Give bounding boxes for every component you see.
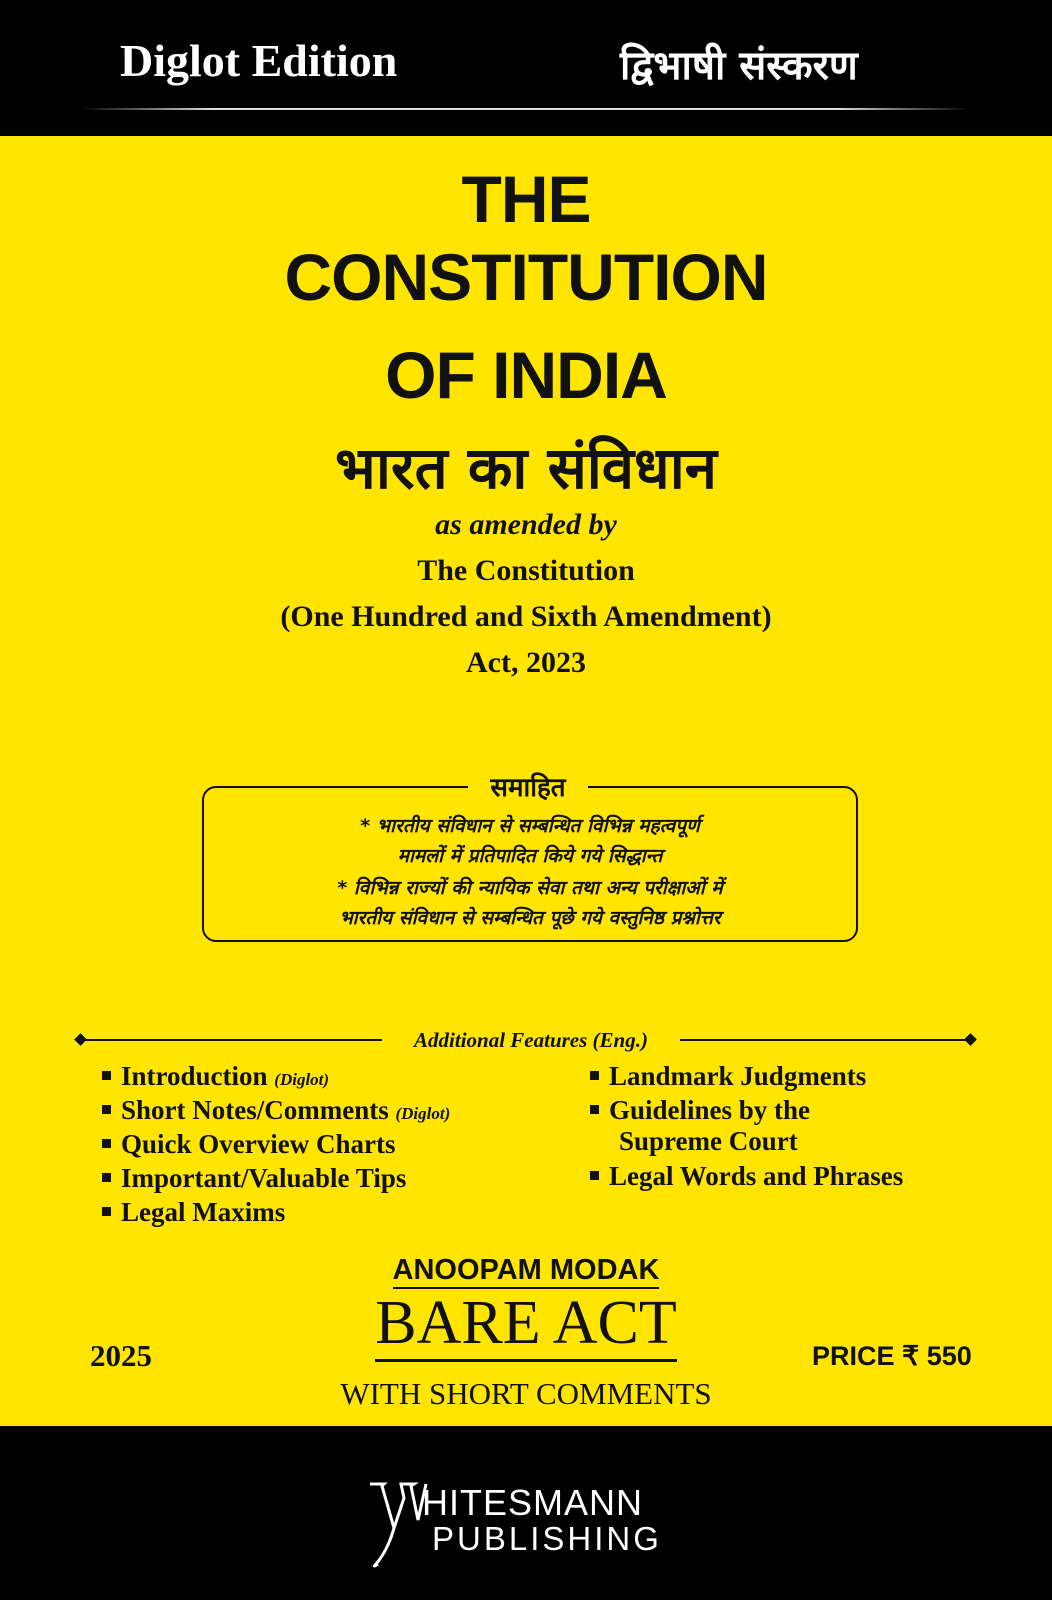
publisher-banner — [0, 1426, 1052, 1600]
features-rule-left — [82, 1039, 382, 1041]
title-line-2: CONSTITUTION — [284, 240, 768, 314]
contents-box-title: समाहित — [468, 768, 588, 808]
features-rule-right — [680, 1039, 970, 1041]
publisher-subname: PUBLISHING — [432, 1520, 662, 1557]
bare-act-heading: BARE ACT — [0, 1292, 1052, 1354]
banner-rule — [80, 108, 970, 110]
bullet-icon — [102, 1139, 111, 1148]
bullet-icon — [590, 1105, 599, 1114]
feature-item: Guidelines by the — [590, 1096, 810, 1126]
feature-item: Important/Valuable Tips — [102, 1164, 406, 1194]
w-monogram-icon — [368, 1480, 428, 1570]
features-title: Additional Features (Eng.) — [414, 1028, 648, 1052]
edition-english: Diglot Edition — [120, 35, 398, 86]
feature-item: Legal Words and Phrases — [590, 1162, 903, 1192]
contents-box-line: मामलों में प्रतिपादित किये गये सिद्धान्त — [397, 845, 663, 867]
amendment-line-1: as amended by — [435, 508, 617, 541]
amendment-line-4: Act, 2023 — [466, 646, 586, 679]
publisher-name: HITESMANN — [422, 1482, 644, 1523]
title-hindi: भारत का संविधान — [335, 434, 717, 502]
feature-item: Landmark Judgments — [590, 1062, 866, 1092]
feature-item: Short Notes/Comments (Diglot) — [102, 1096, 450, 1126]
amendment-line-3: (One Hundred and Sixth Amendment) — [280, 600, 772, 633]
edition-hindi: द्विभाषी संस्करण — [620, 43, 858, 89]
feature-note: (Diglot) — [395, 1104, 451, 1123]
bullet-icon — [102, 1105, 111, 1114]
bullet-icon — [590, 1171, 599, 1180]
title-line-3: OF INDIA — [385, 338, 667, 412]
feature-item-continued: Supreme Court — [619, 1126, 798, 1156]
contents-box-line: भारतीय संविधान से सम्बन्धित पूछे गये वस्तुनिष्ठ प्रश्नोत्तर — [339, 907, 721, 929]
edition-year: 2025 — [90, 1338, 152, 1373]
contents-box-line: * विभिन्न राज्यों की न्यायिक सेवा तथा अन्य परीक्षाओं में — [337, 877, 723, 899]
bullet-icon — [590, 1071, 599, 1080]
amendment-line-2: The Constitution — [417, 554, 635, 587]
price-label: PRICE ₹ 550 — [812, 1341, 972, 1371]
bullet-icon — [102, 1173, 111, 1182]
bullet-icon — [102, 1071, 111, 1080]
title-line-1: THE — [461, 162, 591, 236]
feature-item: Legal Maxims — [102, 1198, 285, 1228]
contents-box-line: * भारतीय संविधान से सम्बन्धित विभिन्न महत्वपूर्ण — [360, 815, 700, 837]
top-banner — [0, 0, 1052, 136]
subtitle: WITH SHORT COMMENTS — [340, 1376, 712, 1411]
feature-note: (Diglot) — [274, 1070, 330, 1089]
author-name: ANOOPAM MODAK — [0, 1254, 1052, 1287]
feature-item: Quick Overview Charts — [102, 1130, 395, 1160]
publisher-logo — [368, 1480, 698, 1570]
bullet-icon — [102, 1207, 111, 1216]
feature-item: Introduction (Diglot) — [102, 1062, 329, 1092]
